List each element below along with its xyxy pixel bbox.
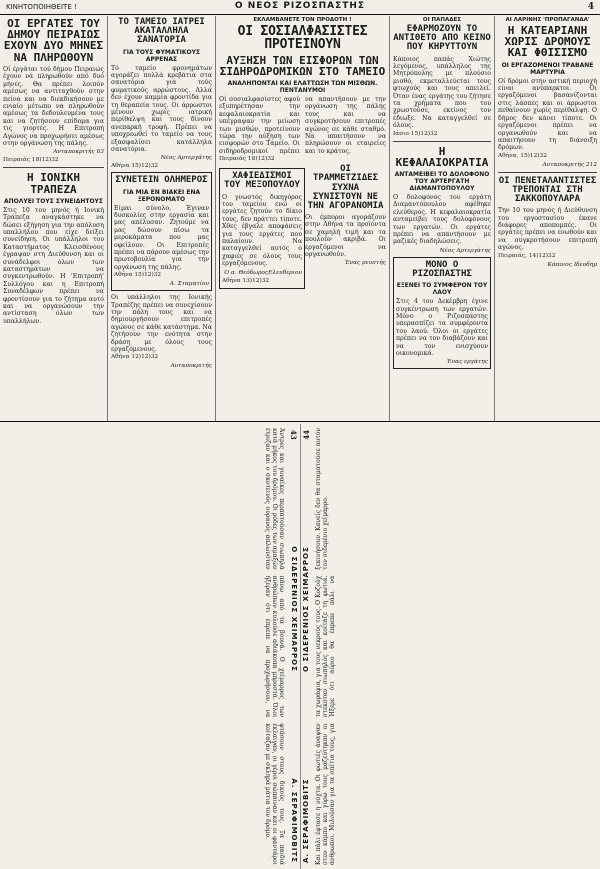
masthead-slogan: ΚΙΝΗΤΟΠΟΙΗΘΕΙΤΕ ! — [6, 3, 77, 11]
serial-text: Και πάλι έφτασε η νύχτα. Οι φωτιές άναψαν στον κάμπο και γύρω τους μαζεύτηκαν οι άνθρωποι. Μιλούσαν για τα σπίτια τους, για τα χωράφια, για τους νεκρούς τους. Ο Κοζούχ στεκόταν σιωπηλός και κοίταζε τη φωτιά. Ήξερε ότι αύριο θα έπρεπε πάλι να ξεκινήσουν. Κανείς δεν θα σταματούσε αυτόν τον σιδερένιο χείμαρρο. — [315, 428, 337, 865]
column-1 — [0, 16, 108, 421]
headline-rizospastis: ΜΟΝΟ Ο ΡΙΖΟΣΠΑΣΤΗΣ — [412, 259, 472, 280]
article-signature: Ένας ρευστής — [344, 260, 386, 267]
serial-page-number: 44 — [302, 430, 311, 440]
headline-fund-sanatorium: ΤΟ ΤΑΜΕΙΟ ΙΑΤΡΕΙ ΑΚΑΤΑΛΛΗΛΑ ΣΑΝΑΤΟΡΙΑ — [118, 17, 205, 46]
serial-author: Α. ΣΕΡΑΦΙΜΟΒΙΤΣ — [302, 778, 310, 863]
page-number: 4 — [587, 2, 594, 12]
serial-header — [287, 424, 300, 869]
article-body: Στις 10 του μηνός ή Ιονική Τράπεζα αναγκάστηκε να δώσει εξήγηση για την απόλυση υπαλλήλου που είχε δείξει συνείδηση. Οι υπάλληλοι του Καταστήματος Κλεισθένους έγραψαν στη Διεύθυνση και οι συνάδελφοι όλων των καταστημάτων να συγκεντρωθούν. Η 'Επιτροπή' Συλλόγου και η Επιτροπή Συναδέλφων πρέπει να φροντίσουν για το ζήτημα αυτό και να οργανώσουν την αντίσταση όλων των υπαλλήλων. — [3, 206, 104, 325]
subheadline: ΟΙ ΕΡΓΑΖΟΜΕΝΟΙ ΤΡΑΒΑΝΕ ΜΑΡΤΥΡΙΑ — [501, 61, 594, 76]
article-body: Ο δολοφόνος του εργάτη Διαμαντόπουλου αφέθηκε ελεύθερος. Η κεφαλαιοκρατία ανταμείβει τους δολοφόνους των εργατών. Οι εργάτες πρέπει να απαντήσουν με μαζικές διαδηλώσεις. — [393, 194, 491, 246]
serial-title: Ο ΣΙΔΕΡΕΝΙΟΣ ΧΕΙΜΑΡΡΟΣ — [290, 546, 298, 672]
column-2 — [108, 16, 216, 421]
subheadline: ΓΙΑ ΜΙΑ ΕΝ ΒΙΑΚΕΙ ΕΝΑ ΞΕΡΟΝΟΜΑΤΟ — [122, 188, 201, 203]
subheadline: ΓΙΑ ΤΟΥΣ ΦΥΜΑΤΙΚΟΥΣ ΑΡΡΕΝΑΣ — [122, 48, 201, 63]
article-signature: Ο α. ΘεόδωροςΕλευθεριου — [224, 269, 302, 276]
article-signature: Κάποιος Ιδεοδημ — [547, 261, 597, 268]
article-body: Οί δρόμοι στην αστική περιοχή είναι ανύπαρκτοι. Οι εργαζόμενοι βασανίζονται στις λάσπες και οι άρρωστοι πεθαίνουν χωρίς περίθαλψη. Ο δήμος δεν κάνει τίποτε. Οι εργαζόμενοι πρέπει να οργανωθούν και να απαιτήσουν τη διάνοιξη δρόμων. — [498, 77, 597, 152]
lower-half-serial — [0, 424, 600, 869]
article-body: Την 10 του μηνός ή Διεύθυνση του εργοστασίου έκανε διάφορες αποπομπές. Οι εργάτες πρέπει να ενωθούν και να συγκροτήσουν επιτροπή αγώνος. — [498, 207, 597, 252]
article-body: Οι έμποροι αγοράζουν στην Αθήνα τα προϊόντα σε χαμηλή τιμή και τα πουλούν ακριβά. Οι εργαζόμενοι να οργανωθούν. — [305, 214, 386, 259]
headline: ΣΥΝΕΤΕΙΝ ΟΛΗΜΕΡΟΣ — [115, 175, 208, 186]
serial-title: Ο ΣΙΔΕΡΕΝΙΟΣ ΧΕΙΜΑΡΡΟΣ — [302, 546, 310, 672]
article-body: Ο γνωστός δικηγόρος του ταμείου ενώ οι εργάτες ζητούν το δίκιο τους, δεν πράττει τίποτε. Χθες έβγαλε αποφάσεις για τους εργάτες που παλαίουν. Να καταγγελθεί αυτός ο χαφιές σε όλους τους εργαζόμενους. — [222, 193, 302, 268]
boxed-article — [111, 172, 212, 291]
headline-ionian-bank: Η ΙΟΝΙΚΗ ΤΡΑΠΕΖΑ — [27, 171, 80, 196]
headline-tram: ΟΙ ΤΡΑΜΜΕΤΖΙΔΕΣ ΣΥΧΝΑ ΣΥΝΙΣΤΟΥΝ ΝΕ ΤΗΝ ΑΓΟΡΑΝΟΜΙΑ — [307, 164, 384, 211]
article-date: Αθήνα 13)12)32 — [222, 277, 270, 284]
article-signature: Ανταποκριτής — [170, 363, 212, 370]
article-signature: Ένας εργάτης — [446, 359, 488, 366]
article-body: Οί έργάται τού δήμου Πειραιώς έχουν νά πληρωθούν από δυό μήνες. Θα πρέπει λοιπόν αμέσως να αντιταχθούν στην πείνα και να διεκδικήσουν με ενιαίο μέτωπο να πληρωθούν αμέσως τα δεδουλευμένα τους και να ζητήσουν επίδομα για τις γιορτές. Η Επιτροπή Αγώνος να προχωρήσει αμέσως στην οργάνωση της πάλης. — [3, 65, 104, 147]
divider — [3, 167, 104, 168]
article-date: Αθήνα, 15)12)32 — [498, 152, 547, 159]
headline-kesariani: Η ΚΑΤΕΑΡΙΑΝΗ ΧΩΡΙΣ ΔΡΟΜΟΥΣ ΚΑΙ ΦΘΙΣΙΣΜΟ — [504, 24, 591, 60]
divider — [498, 172, 597, 173]
article-body: Κάποιος παπάς Χιώτης λεγόμενος, υπάλληλος της Μητρόπολης με πλούσιο μισθό, εκμεταλλεύεται τους φτωχούς και τους απειλεί. Όταν ένας εργάτης του ζήτησε τα χρήματα που του χρωστούσε, εκείνος τον έδιωξε. Να καταγγελθεί σε όλους. — [393, 55, 491, 130]
article-date: Αθήνα 12)12)32 — [111, 354, 159, 361]
headline-priests: ΕΦΑΡΜΟΖΟΥΝ ΤΟ ΑΝΤΙΘΕΤΟ ΑΠΟ ΚΕΙΝΟ ΠΟΥ ΚΗΡΥΤΤΟΥΝ — [393, 24, 491, 53]
article-date: Ιάσιο 15)12)32 — [393, 130, 438, 137]
article-date: Αθήνα 15)12)32 — [114, 272, 162, 279]
subheadline: ΑΠΟΛΥΕΙ ΤΟΥΣ ΣΥΝΕΙΔΗΤΟΥΣ — [4, 197, 103, 205]
boxed-article — [219, 168, 305, 288]
article-date: Πειραιάς, 14)12)32 — [498, 252, 556, 259]
article-body: Οι υπάλληλοι της Ιονικής Τραπέζης πρέπει να συνεχίσουν την πάλη τους και να δημιουργήσουν επιτροπές αγώνος σε κάθε κατάστημα. Να ζητήσουν την ενότητα στην δράση με όλους τους εργαζόμενους. — [111, 294, 212, 354]
subheadline: ΑΝΑΛΗΠΟΝΤΑΙ ΚΑΙ ΕΛΑΤΤΩΣΗ ΤΩΝ ΜΙΣΘΩΝ. ΠΕΝΤΑΝΥΜΟΙ — [227, 79, 378, 94]
column-5 — [495, 16, 600, 421]
headline: ΟΙ ΠΕΝΕΤΑΛΑΝΤΙΣΤΕΣ ΤΡΕΠΟΝΤΑΙ ΣΤΗ ΣΑΚΚΟΠΟΥΛΑΡΑ — [498, 175, 597, 205]
fold-divider — [0, 421, 600, 422]
serial-part-b — [300, 424, 600, 869]
headline-informers: ΧΑΦΙΕΔΙΣΜΟΙ ΤΟΥ ΜΕΞΟΠΟΥΛΟΥ — [224, 171, 300, 191]
article-signature: Ανταποκριτής 212 — [542, 161, 597, 168]
subheadline: ΑΝΤΑΜΕΙΒΕΙ ΤΟ ΔΟΛΟΦΟΝΟ ΤΟΥ ΑΡΤΕΡΓΑΤΗ ΔΙΑΜΑΝΤΟΠΟΥΛΟΥ — [394, 171, 490, 193]
divider — [393, 141, 491, 142]
article-body: Στις 4 του Δεκέμβρη έγινε συγκέντρωση των εργατών. Μόνο ο Ριζοσπάστης υπερασπίζει τα συμφέροντα του λαού. Όλοι οι εργάτες πρέπει να τον διαβάζουν και να τον ενισχύουν οικονομικά. — [396, 298, 488, 358]
article-signature: Α. Σταματίου — [169, 281, 209, 288]
article-signature: Ανταποκριτής 63 — [53, 149, 104, 156]
column-4 — [390, 16, 495, 421]
masthead — [0, 0, 600, 15]
subheadline: ΕΞΕΝΕΙ ΤΟ ΣΥΜΦΕΡΟΝ ΤΟΥ ΛΑΟΥ — [396, 282, 488, 297]
article-date: Αθήνα 15)12)32 — [111, 163, 159, 170]
serial-page-number: 43 — [289, 430, 298, 440]
serial-author: Α. ΣΕΡΑΦΙΜΟΒΙΤΣ — [290, 778, 298, 863]
upper-half — [0, 16, 600, 421]
serial-text: Άντρες και γυναίκες περπατούσαν σιωπηλά κατά μήκος του δρόμου. Οι ρόδες των αμαξών έτριζαν και ο σκοτεινός ουρανός απλωνόταν πάνω από τα βουνά. Ο χείμαρρος των ανθρώπων κυλούσε αδιάκοπα μπροστά. Όλοι ήξεραν ότι έπρεπε να προχωρήσουν, να φτάσουν στους δικούς τους. Τα παιδιά έκλαιγαν, οι γέροι σώπαιναν και οι φαντάροι κοίταζαν με σκληρά μάτια τον δρόμο. — [263, 428, 285, 865]
headline-contributions: ΑΥΞΗΣΗ ΤΩΝ ΕΙΣΦΟΡΩΝ ΤΩΝ ΣΙΔΗΡΟΔΡΟΜΙΚΩΝ ΣΤΟ ΤΑΜΕΙΟ — [219, 53, 386, 78]
headline-workers-pireus: ΟΙ ΕΡΓΑΤΕΣ ΤΟΥ ΔΗΜΟΥ ΠΕΙΡΑΙΩΣ ΕΧΟΥΝ ΔΥΟ ΜΗΝΕΣ ΝΑ ΠΛΗΡΩΘΟΥΝ — [3, 17, 104, 64]
headline-capitalism: Η ΚΕΦΑΛΑΙΟΚΡΑΤΙΑ — [395, 144, 489, 169]
article-body: Οί σοσιαλφασίστες αφού εξυπηρέτησαν την κεφαλαιοκρατία και υπέγραψαν την μείωση των μισθών, προτείνουν τώρα την αύξηση των εισφορών στο Ταμείο. Οι σιδηροδρομικοί πρέπει να απαντήσουν με την οργάνωση της πάλης τους και να συγκροτήσουν επιτροπές αγώνος σε κάθε σταθμό. Να απαιτήσουν να πληρώσουν οι εταιρείες και το κράτος. — [219, 95, 386, 155]
article-body: Τό ταμείο φρονημάτων αγοράζει πολλά κρεβάτια στα σανατόρια γιά τούς φυματικούς αρρώστους. Αλλά δεν έχουν καμμία φροντίδα για τη θεραπεία τους. Οι άρρωστοι μένουν χωρίς ιατρική περίθαλψη και τους δίνουν ανεπαρκή τροφή. Πρέπει να υποχρεωθεί το ταμείο να τους εξασφαλίσει κατάλληλα σανατόρια. — [111, 64, 212, 153]
article-signature: Νέος Αρτεργάτης — [160, 155, 212, 162]
headline-social-fascists: ΟΙ ΣΟΣΙΑΛΦΑΣΙΣΤΕΣ ΠΡΟΤΕΙΝΟΥΝ — [237, 24, 368, 53]
rotated-panel — [0, 424, 300, 869]
column-3 — [216, 16, 390, 421]
article-body: Είμαι σύνολο. Έγιναν δυσκολίες στην εργασία και μας απέλυσαν. Ζητούμε να μας δώσουν πίσω τα μεροκάματα που μας οφείλουν. Οι Επιτροπές πρέπει να πάρουν αμέσως την πρωτοβουλία για την οργάνωση της πάλης. — [114, 204, 209, 271]
kicker: ΑΙ ΛΑΡΙΝΗΣ 'ΠΡΟΠΑΓΑΝΔΑ' — [505, 17, 590, 23]
rotated-panel — [300, 424, 600, 869]
boxed-article — [393, 257, 491, 370]
article-date: Πειραιάς 18)12)32 — [219, 156, 275, 163]
article-date: Πειραιάς 18)12)32 — [3, 157, 59, 164]
kicker: ΟΙ ΠΑΠΑΔΕΣ — [422, 17, 462, 23]
kicker: ΕΚΛΑΜΒΑΝΕΤΕ ΤΟΝ ΠΡΟΔΟΤΗ ! — [253, 17, 352, 23]
article-signature: Νέος Αρτεργάτης — [439, 247, 491, 254]
serial-header — [300, 424, 313, 869]
serial-part-a — [0, 424, 301, 869]
newspaper-title: Ο ΝΕΟΣ ΡΙΖΟΣΠΑΣΤΗΣ — [234, 1, 366, 11]
side-article — [303, 165, 386, 266]
